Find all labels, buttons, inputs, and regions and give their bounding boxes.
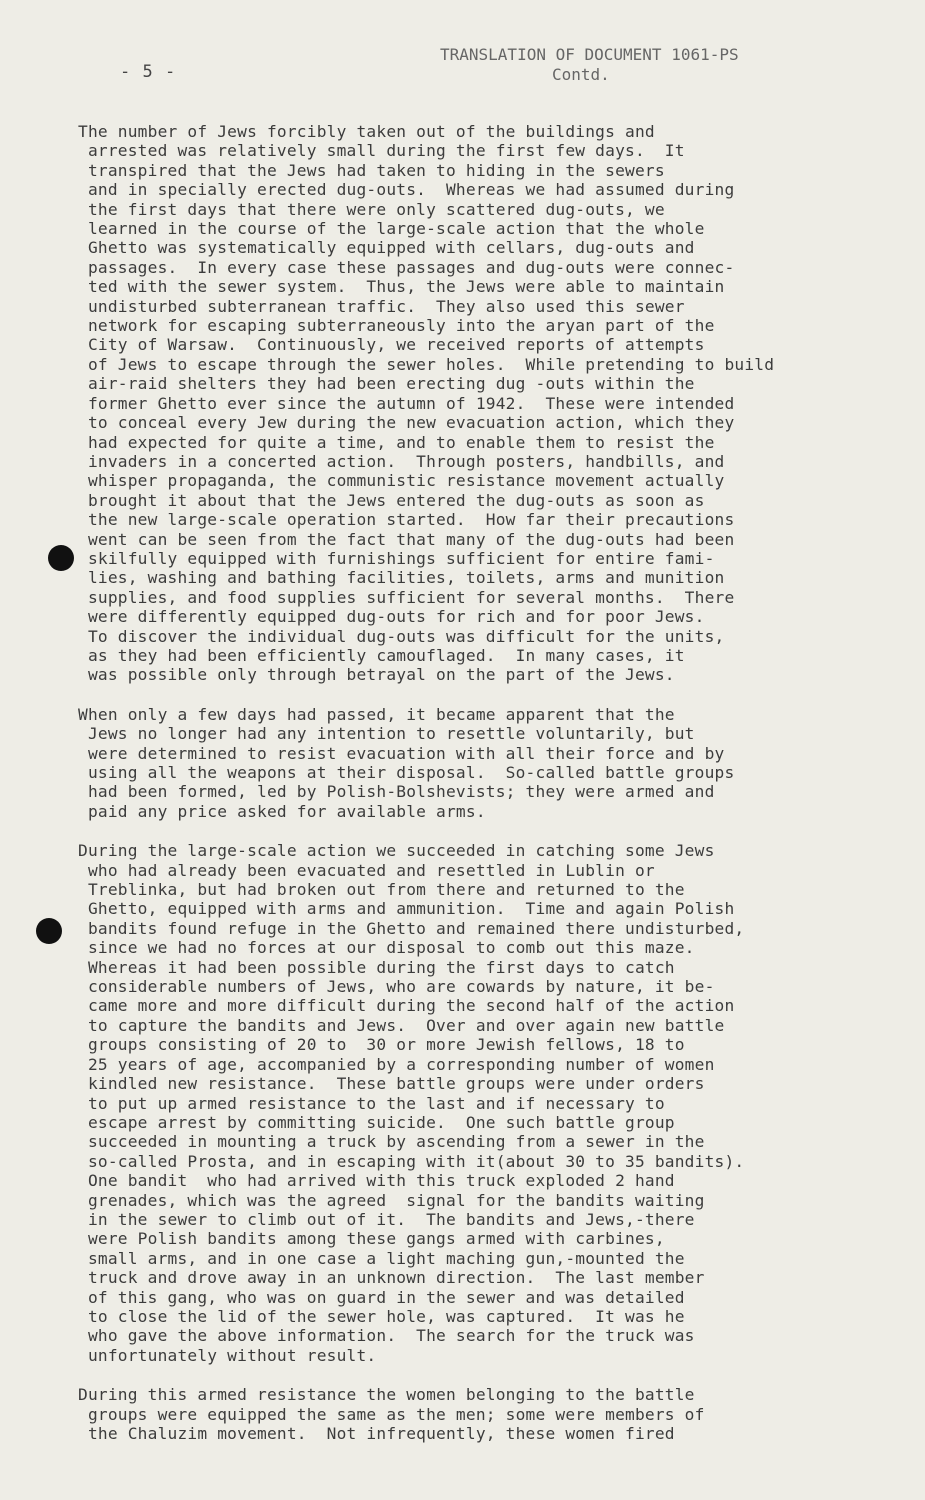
document-reference: [440, 45, 860, 85]
page-number: - 5 -: [120, 62, 177, 82]
paragraph-large-scale-action: During the large-scale action we succeeded in catching some Jews who had already been evacuated and resettled in Lublin or Treblinka, but had broken out from there and returned to the Ghetto, equipped with arms and ammunition. Time and again Polish bandits found refuge in the Ghetto and remained there undisturbed, since we had no forces at our disposal to comb out this maze. Whereas it had been possible during the first days to catch considerable numbers of Jews, who are cowards by nature, it be- came more and more difficult during the second half of the action to capture the bandits and Jews. Over and over again new battle groups consisting of 20 to 30 or more Jewish fellows, 18 to 25 years of age, accompanied by a corresponding number of women kindled new resistance. These battle groups were under orders to put up armed resistance to the last and if necessary to escape arrest by committing suicide. One such battle group succeeded in mounting a truck by ascending from a sewer in the so-called Prosta, and in escaping with it(about 30 to 35 bandits). One bandit who had arrived with this truck exploded 2 hand grenades, which was the agreed signal for the bandits waiting in the sewer to climb out of it. The bandits and Jews,-there were Polish bandits among these gangs armed with carbines, small arms, and in one case a light maching gun,-mounted the truck and drove away in an unknown direction. The last member of this gang, who was on guard in the sewer and was detailed to close the lid of the sewer hole, was captured. It was he who gave the above information. The search for the truck was unfortunately without result.: [78, 841, 745, 1365]
paragraph-battle-groups: When only a few days had passed, it became apparent that the Jews no longer had any intention to resettle voluntarily, but were determined to resist evacuation with all their force and by using all the weapons at their disposal. So-called battle groups had been formed, led by Polish-Bolshevists; they were armed and paid any price asked for available arms.: [78, 704, 735, 821]
paragraph-dugouts: The number of Jews forcibly taken out of the buildings and arrested was relatively small during the first few days. It transpired that the Jews had taken to hiding in the sewers and in specially erected dug-outs. Whereas we had assumed during the first days that there were only scattered dug-outs, we learned in the course of the large-scale action that the whole Ghetto was systematically equipped with cellars, dug-outs and passages. In every case these passages and dug-outs were connec- ted with the sewer system. Thus, the Jews were able to maintain undisturbed subterranean traffic. They also used this sewer network for escaping subterraneously into the aryan part of the City of Warsaw. Continuously, we received reports of attempts of Jews to escape through the sewer holes. While pretending to build air-raid shelters they had been erecting dug -outs within the former Ghetto ever since the autumn of 1942. These were intended to conceal every Jew during the new evacuation action, which they had expected for quite a time, and to enable them to resist the invaders in a concerted action. Through posters, handbills, and whisper propaganda, the communistic resistance movement actually brought it about that the Jews entered the dug-outs as soon as the new large-scale operation started. How far their precautions went can be seen from the fact that many of the dug-outs had been skilfully equipped with furnishings sufficient for entire fami- lies, washing and bathing facilities, toilets, arms and munition supplies, and food supplies sufficient for several months. There were differently equipped dug-outs for rich and for poor Jews. To discover the individual dug-outs was difficult for the units, as they had been efficiently camouflaged. In many cases, it was possible only through betrayal on the part of the Jews.: [78, 122, 775, 685]
punch-hole: [36, 918, 62, 944]
punch-hole: [48, 545, 74, 571]
document-reference-title: TRANSLATION OF DOCUMENT 1061-PS: [440, 45, 739, 64]
document-reference-contd: Contd.: [552, 65, 610, 84]
document-body: [78, 122, 868, 1463]
paragraph-women-resistance: During this armed resistance the women belonging to the battle groups were equipped the same as the men; some were members of the Chaluzim movement. Not infrequently, these women fired: [78, 1385, 705, 1443]
